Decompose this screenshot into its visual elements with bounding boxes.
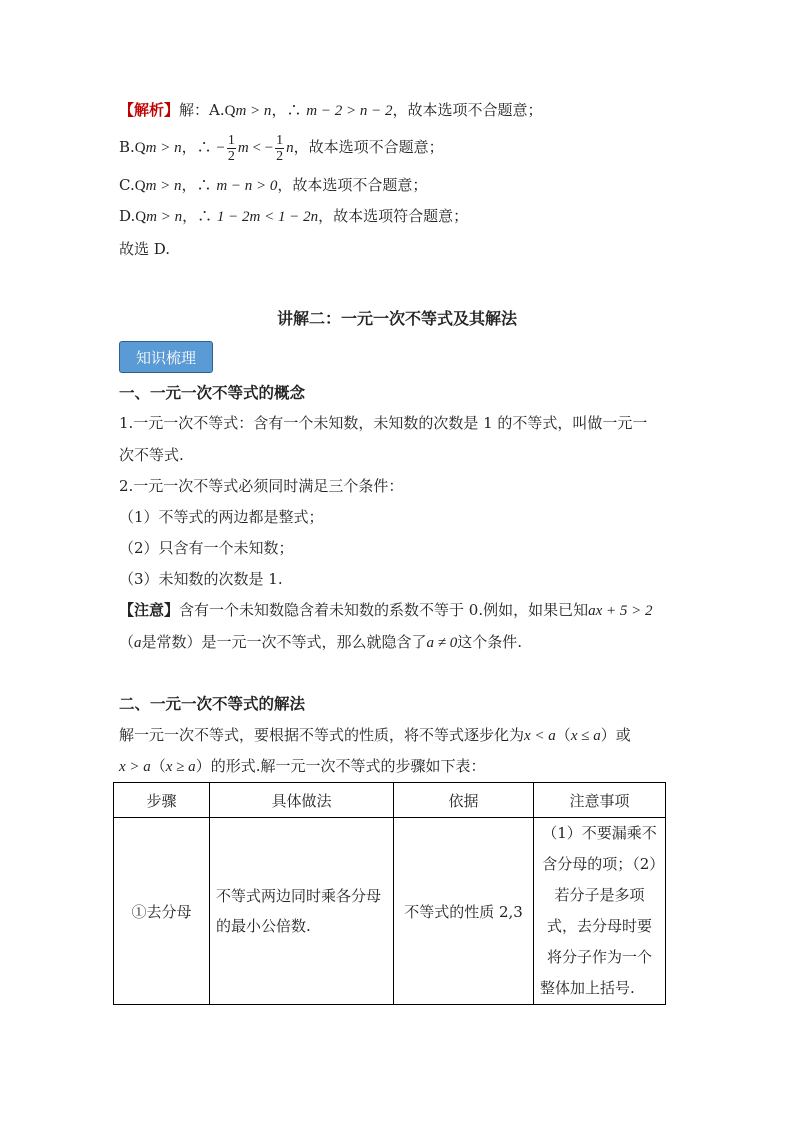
note-expression: ax + 5 > 2	[588, 603, 653, 619]
expr-x-gt-a: x > a	[119, 759, 151, 775]
steps-table	[113, 782, 666, 1005]
option-c-verdict: ，故本选项不合题意；	[277, 176, 428, 194]
denominator: 2	[227, 148, 235, 164]
therefore-symbol: ∴	[286, 101, 302, 119]
knowledge-badge: 知识梳理	[119, 341, 213, 373]
because-symbol: Q	[134, 140, 146, 156]
option-d-verdict: ，故本选项符合题意；	[318, 207, 469, 225]
part1-definition-line1: 1.一元一次不等式：含有一个未知数，未知数的次数是 1 的不等式，叫做一元一	[119, 414, 648, 432]
part2-intro-line2	[119, 756, 485, 777]
comma: ，	[271, 101, 287, 119]
expr-x-ge-a: x ≥ a	[165, 759, 196, 775]
intro-tail-text: ）的形式.解一元一次不等式的步骤如下表：	[195, 757, 486, 775]
part1-heading: 一、一元一次不等式的概念	[119, 383, 306, 402]
analysis-line-c	[119, 175, 427, 196]
paren-right-or: ）或	[600, 726, 631, 744]
fraction-one-half	[227, 133, 236, 164]
because-symbol: Q	[135, 209, 147, 225]
option-d-label: D.	[119, 207, 136, 225]
variable-n: n	[286, 140, 294, 156]
note-text: 含有一个未知数隐含着未知数的系数不等于 0.例如，如果已知	[179, 601, 589, 619]
part1-condition-1: （1）不等式的两边都是整式；	[119, 508, 324, 526]
minus-sign: −	[216, 140, 225, 156]
fraction-one-half-2	[275, 133, 284, 164]
analysis-line-b	[119, 130, 444, 165]
comma: ，	[181, 138, 197, 156]
cell-step: ①去分母	[114, 818, 210, 1005]
option-d-result: 1 − 2m < 1 − 2n	[216, 209, 319, 225]
header-step: 步骤	[114, 783, 210, 818]
part1-note-line2	[119, 632, 522, 653]
table-header-row	[114, 783, 666, 818]
header-notes: 注意事项	[534, 783, 666, 818]
header-method: 具体做法	[210, 783, 394, 818]
paren-left: （	[150, 757, 166, 775]
part1-conditions-intro: 2.一元一次不等式必须同时满足三个条件：	[119, 477, 404, 495]
therefore-symbol: ∴	[196, 176, 212, 194]
option-d-condition: m > n	[146, 209, 183, 225]
cell-notes: （1）不要漏乘不含分母的项；（2）若分子是多项式，去分母时要将分子作为一个整体加上括号.	[534, 818, 666, 1005]
note-tag: 【注意】	[119, 601, 180, 619]
denominator: 2	[276, 148, 284, 164]
comma: ，	[181, 176, 197, 194]
option-b-condition: m > n	[145, 140, 182, 156]
option-b-verdict: ，故本选项不合题意；	[293, 138, 444, 156]
because-symbol: Q	[134, 178, 146, 194]
part1-note-line1	[119, 600, 653, 621]
numerator: 1	[276, 132, 284, 148]
part1-definition-line2: 次不等式.	[119, 446, 184, 464]
analysis-line-d	[119, 206, 468, 227]
paren-left: （	[555, 726, 571, 744]
cell-method: 不等式两边同时乘各分母的最小公倍数.	[210, 818, 394, 1005]
intro-text: 解一元一次不等式，要根据不等式的性质，将不等式逐步化为	[119, 726, 525, 744]
variable-m: m	[237, 140, 249, 156]
part1-condition-3: （3）未知数的次数是 1.	[119, 570, 283, 588]
therefore-symbol: ∴	[197, 207, 213, 225]
table-row	[114, 818, 666, 1005]
option-a-label: 解：A.	[179, 101, 225, 119]
variable-a: a	[134, 635, 142, 651]
header-basis: 依据	[394, 783, 534, 818]
section-title: 讲解二：一元一次不等式及其解法	[276, 309, 517, 328]
analysis-answer: 故选 D.	[119, 240, 171, 258]
part2-heading: 二、一元一次不等式的解法	[119, 694, 306, 713]
note-middle-text: 是常数）是一元一次不等式，那么就隐含了	[141, 633, 427, 651]
expr-x-le-a: x ≤ a	[570, 728, 601, 744]
paren-left: （	[119, 633, 135, 651]
therefore-symbol: ∴	[196, 138, 212, 156]
because-symbol: Q	[224, 103, 236, 119]
part2-intro-line1	[119, 725, 631, 746]
analysis-line-a	[119, 100, 542, 121]
analysis-tag: 【解析】	[119, 101, 180, 119]
option-b-label: B.	[119, 138, 135, 156]
cell-basis: 不等式的性质 2,3	[394, 818, 534, 1005]
note-inequality: a ≠ 0	[426, 635, 458, 651]
note-tail-text: 这个条件.	[457, 633, 523, 651]
expr-x-lt-a: x < a	[524, 728, 556, 744]
option-c-label: C.	[119, 176, 135, 194]
comma: ，	[182, 207, 198, 225]
less-than-minus: < −	[248, 140, 274, 156]
numerator: 1	[227, 132, 235, 148]
option-a-verdict: ，故本选项不合题意；	[392, 101, 543, 119]
option-a-result: m − 2 > n − 2	[306, 103, 393, 119]
option-c-condition: m > n	[145, 178, 182, 194]
option-a-condition: m > n	[235, 103, 272, 119]
part1-condition-2: （2）只含有一个未知数；	[119, 539, 294, 557]
option-c-result: m − n > 0	[216, 178, 278, 194]
